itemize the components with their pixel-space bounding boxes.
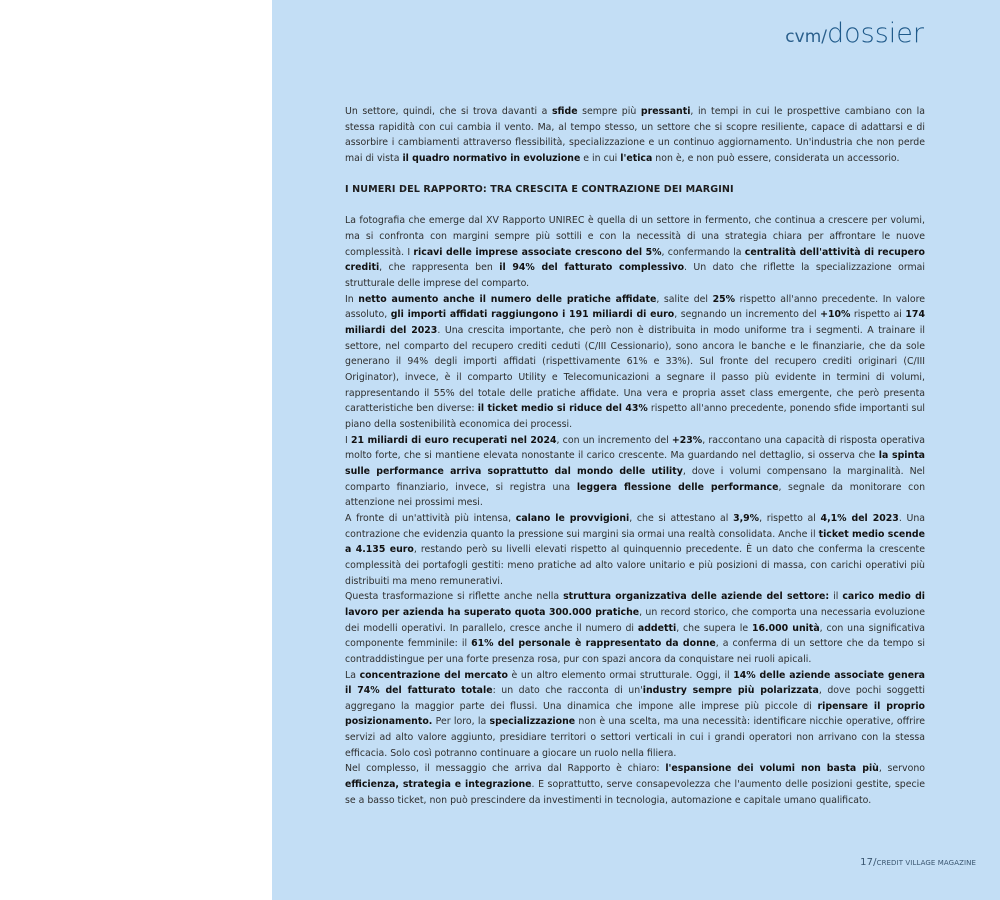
- text-run: , servono: [878, 763, 925, 775]
- bold-text: 3,9%: [733, 512, 760, 524]
- bold-text: la spinta sulle performance arriva soprattutto dal mondo delle utility: [345, 450, 926, 477]
- text-run: , dove pochi soggetti aggregano la maggior parte dei flussi. Una dinamica che impone alle imprese più piccole di: [345, 685, 926, 712]
- text-run: e in cui: [580, 152, 621, 164]
- text-run: In: [345, 293, 359, 305]
- article-paragraphs: [345, 213, 925, 808]
- text-run: , raccontano una capacità di risposta operativa molto forte, che si mantiene elevata nonostante il carico crescente. Ma guardando nel dettaglio, si osserva che: [345, 434, 925, 462]
- bold-text: il quadro normativo in evoluzione: [402, 152, 581, 164]
- article-paragraph: [345, 213, 925, 291]
- bold-text: netto aumento anche il numero delle pratiche affidate: [358, 293, 657, 305]
- text-run: , in tempi in cui le prospettive cambiano con la stessa rapidità con cui cambia il vento. Ma, al tempo stesso, un settore che si scopre resiliente, capace di adattarsi e di assorbire i cambiamenti attraverso flessibilità, specializzazione e un continuo aggiornamento. Un'industria che non perde mai di vista: [345, 106, 926, 164]
- bold-text: calano le provvigioni: [515, 512, 630, 524]
- bold-text: concentrazione del mercato: [359, 669, 508, 681]
- publication-name: CREDIT VILLAGE MAGAZINE: [876, 859, 976, 867]
- bold-text: l'etica: [620, 152, 653, 164]
- text-run: rispetto all'anno precedente. In valore assoluto,: [345, 293, 926, 321]
- text-run: , con una significativa componente femminile: il: [345, 622, 926, 650]
- article-paragraph: [345, 292, 925, 433]
- text-run: I: [345, 434, 351, 446]
- text-run: : un dato che racconta di un': [492, 685, 643, 697]
- bold-text: sfide: [551, 106, 578, 117]
- section-masthead: [785, 18, 924, 49]
- text-run: Un settore, quindi, che si trova davanti a: [345, 106, 552, 117]
- text-run: il: [829, 591, 843, 603]
- text-run: Per loro, la: [432, 716, 490, 728]
- bold-text: centralità dell'attività di recupero crediti: [345, 246, 925, 274]
- bold-text: gli importi affidati raggiungono i 191 miliardi di euro: [390, 309, 675, 321]
- text-run: . Una crescita importante, che però non è distribuita in modo uniforme tra i segmenti. A trainare il settore, nel comparto del recupero crediti ceduti (C/III Cessionario), sono ancora le banche e le finanziarie, che da sole generano il 94% degli importi affidati (rispettivamente 61% e 33%). Sul fronte del recupero crediti originari (C/III Originator), invece, è il comparto Utility e Telecomunicazioni a segnare il passo più evidente in termini di volumi, rappresentando il 55% del totale delle pratiche affidate. Una vera e propria asset class emergente, che però presenta caratteristiche ben diverse:: [345, 325, 925, 415]
- text-run: , a conferma di un settore che da tempo si contraddistingue per una forte presenza rosa, pur con spazi ancora da conquistare nei ruoli apicali.: [345, 638, 925, 665]
- masthead-prefix: cvm/: [785, 27, 827, 47]
- text-run: , rispetto al: [759, 512, 821, 524]
- text-run: A fronte di un'attività più intensa,: [345, 512, 516, 524]
- page-number: 17/: [860, 857, 877, 868]
- bold-text: leggera flessione delle performance: [576, 481, 779, 493]
- text-run: Questa trasformazione si riflette anche nella: [345, 591, 564, 603]
- bold-text: ripensare il proprio posizionamento.: [345, 700, 925, 728]
- magazine-page: [272, 0, 1000, 900]
- bold-text: +10%: [820, 309, 851, 321]
- page-footer: [860, 857, 976, 868]
- text-run: non è, e non può essere, considerata un accessorio.: [652, 152, 900, 164]
- text-run: , salite del: [656, 293, 713, 305]
- bold-text: 174 miliardi del 2023: [345, 309, 925, 337]
- intro-paragraph: [345, 104, 925, 167]
- text-run: sempre più: [577, 106, 641, 117]
- bold-text: il ticket medio si riduce del 43%: [477, 403, 648, 415]
- text-run: , che rappresenta ben: [379, 262, 500, 274]
- text-run: . E soprattutto, serve consapevolezza che l'aumento delle posizioni gestite, specie se a basso ticket, non può prescindere da investimenti in tecnologia, automazione e capitale umano qualificato.: [345, 779, 925, 806]
- bold-text: industry sempre più polarizzata: [642, 685, 819, 697]
- article-paragraph: [345, 511, 925, 589]
- text-run: , dove i volumi compensano la marginalità. Nel comparto finanziario, invece, si registra una: [345, 465, 925, 493]
- bold-text: 25%: [712, 293, 736, 305]
- article-paragraph: [345, 761, 925, 808]
- bold-text: +23%: [671, 434, 703, 446]
- bold-text: efficienza, strategia e integrazione: [345, 779, 532, 791]
- bold-text: 14% delle aziende associate genera il 74% del fatturato totale: [345, 669, 925, 697]
- bold-text: l'espansione dei volumi non basta più: [665, 763, 879, 775]
- text-run: , segnando un incremento del: [674, 309, 821, 321]
- article-paragraph: [345, 589, 925, 667]
- bold-text: 21 miliardi di euro recuperati nel 2024: [350, 434, 557, 446]
- bold-text: specializzazione: [489, 716, 576, 728]
- text-run: . Un dato che riflette la specializzazione ormai strutturale delle imprese del comparto.: [345, 262, 926, 290]
- text-run: , restando però su livelli elevati rispetto al quinquennio precedente. È un dato che conferma la crescente complessità dei portafogli gestiti: meno pratiche ad alto valore unitario e più posizioni di massa, con carichi operativi più distribuiti ma meno remunerativi.: [345, 544, 925, 587]
- article-paragraph: [345, 433, 925, 511]
- bold-text: ricavi delle imprese associate crescono del 5%: [413, 246, 662, 258]
- bold-text: addetti: [637, 622, 677, 634]
- bold-text: 16.000 unità: [751, 622, 820, 634]
- text-run: , che supera le: [676, 622, 752, 634]
- text-run: , che si attestano al: [629, 512, 734, 524]
- text-run: Nel complesso, il messaggio che arriva dal Rapporto è chiaro:: [345, 763, 666, 775]
- bold-text: pressanti: [640, 106, 691, 117]
- text-run: rispetto all'anno precedente, ponendo sfide importanti sul piano della sostenibilità economica dei processi.: [345, 403, 925, 430]
- text-run: , con un incremento del: [556, 434, 672, 446]
- bold-text: 61% del personale è rappresentato da donne: [471, 638, 716, 650]
- text-run: , segnale da monitorare con attenzione nei prossimi mesi.: [345, 481, 926, 509]
- article-body: [345, 104, 925, 808]
- text-run: La fotografia che emerge dal XV Rapporto UNIREC è quella di un settore in fermento, che continua a crescere per volumi, ma si confronta con margini sempre più sottili e con la necessità di una strategia chiara per affrontare le nuove complessità. I: [345, 215, 925, 258]
- text-run: rispetto ai: [850, 309, 906, 321]
- bold-text: struttura organizzativa delle aziende del settore:: [563, 591, 830, 603]
- text-run: , un record storico, che comporta una necessaria evoluzione dei modelli operativi. In parallelo, cresce anche il numero di: [345, 606, 925, 634]
- article-paragraph: [345, 668, 925, 762]
- text-run: non è una scelta, ma una necessità: identificare nicchie operative, offrire servizi ad alto valore aggiunto, presidiare territori o settori verticali in cui i grandi operatori non arrivano con la stessa efficacia. Solo così potranno continuare a giocare un ruolo nella filiera.: [345, 716, 925, 759]
- bold-text: ticket medio scende a 4.135 euro: [345, 528, 925, 556]
- text-run: La: [345, 669, 360, 681]
- masthead-title: dossier: [826, 18, 924, 49]
- text-run: . Una contrazione che evidenzia quanto la pressione sui margini sia ormai una realtà consolidata. Anche il: [345, 512, 925, 540]
- bold-text: 4,1% del 2023: [820, 512, 899, 524]
- section-heading: I NUMERI DEL RAPPORTO: TRA CRESCITA E CONTRAZIONE DEI MARGINI: [345, 184, 734, 196]
- text-run: è un altro elemento ormai strutturale. Oggi, il: [507, 669, 734, 681]
- bold-text: carico medio di lavoro per azienda ha superato quota 300.000 pratiche: [345, 591, 926, 618]
- bold-text: il 94% del fatturato complessivo: [499, 262, 685, 274]
- text-run: , confermando la: [661, 246, 745, 258]
